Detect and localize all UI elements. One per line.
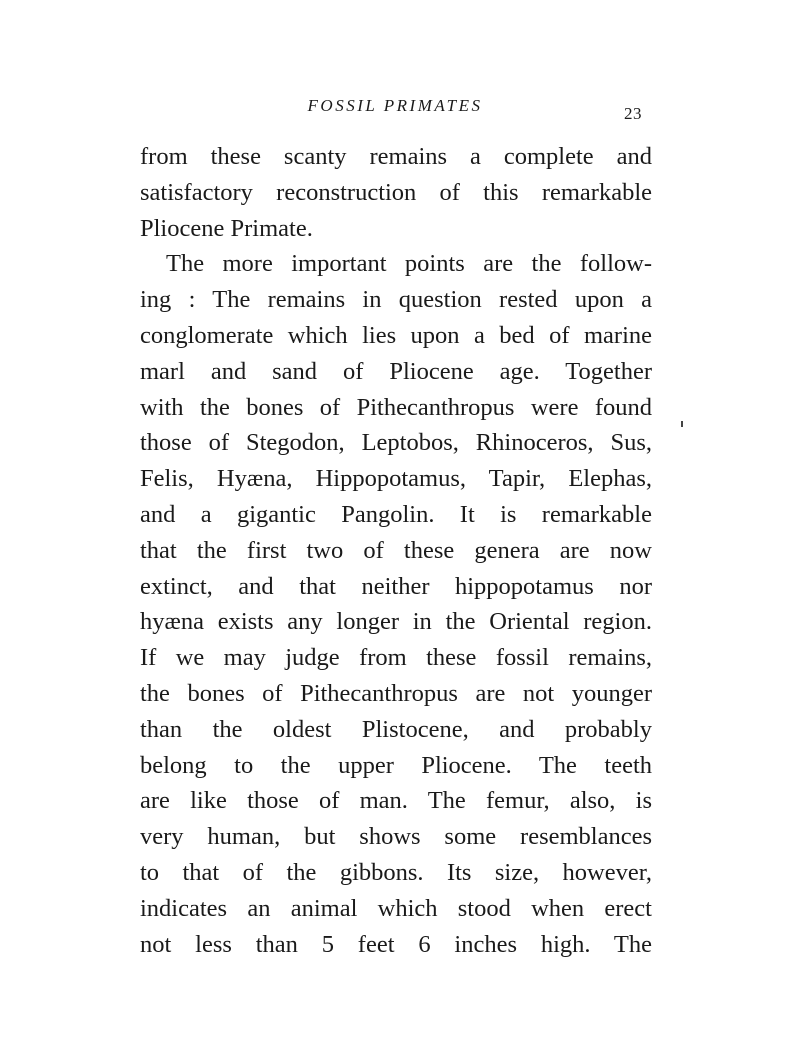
text-line: are like those of man. The femur, also, is	[140, 787, 652, 815]
text-line: conglomerate which lies upon a bed of marine	[140, 321, 652, 349]
text-line: Felis, Hyæna, Hippopotamus, Tapir, Elephas,	[140, 465, 652, 493]
text-line: Pliocene Primate.	[140, 214, 313, 242]
text-line: satisfactory reconstruction of this remarkable	[140, 178, 652, 206]
body-text	[140, 139, 652, 962]
text-line: the bones of Pithecanthropus are not younger	[140, 679, 652, 707]
text-line: hyæna exists any longer in the Oriental region.	[140, 608, 652, 636]
text-line: than the oldest Plistocene, and probably	[140, 715, 652, 743]
text-line: ing : The remains in question rested upon a	[140, 286, 652, 314]
running-title: FOSSIL PRIMATES	[307, 96, 483, 115]
running-head	[140, 96, 650, 126]
text-line: not less than 5 feet 6 inches high. The	[140, 930, 652, 958]
text-line: and a gigantic Pangolin. It is remarkable	[140, 500, 652, 528]
text-line: belong to the upper Pliocene. The teeth	[140, 751, 652, 779]
text-line: from these scanty remains a complete and	[140, 143, 652, 170]
page-number: 23	[624, 104, 642, 123]
stray-ink-mark	[681, 421, 683, 427]
text-line: indicates an animal which stood when erect	[140, 894, 652, 922]
text-line: marl and sand of Pliocene age. Together	[140, 357, 652, 385]
text-line: very human, but shows some resemblances	[140, 823, 652, 851]
text-line: to that of the gibbons. Its size, however,	[140, 858, 652, 886]
text-line: that the first two of these genera are now	[140, 536, 652, 564]
text-line: The more important points are the follow-	[166, 250, 652, 278]
text-line: If we may judge from these fossil remains,	[140, 644, 652, 672]
text-line: with the bones of Pithecanthropus were found	[140, 393, 652, 421]
text-line: those of Stegodon, Leptobos, Rhinoceros, Sus,	[140, 429, 652, 457]
text-line: extinct, and that neither hippopotamus nor	[140, 572, 652, 600]
